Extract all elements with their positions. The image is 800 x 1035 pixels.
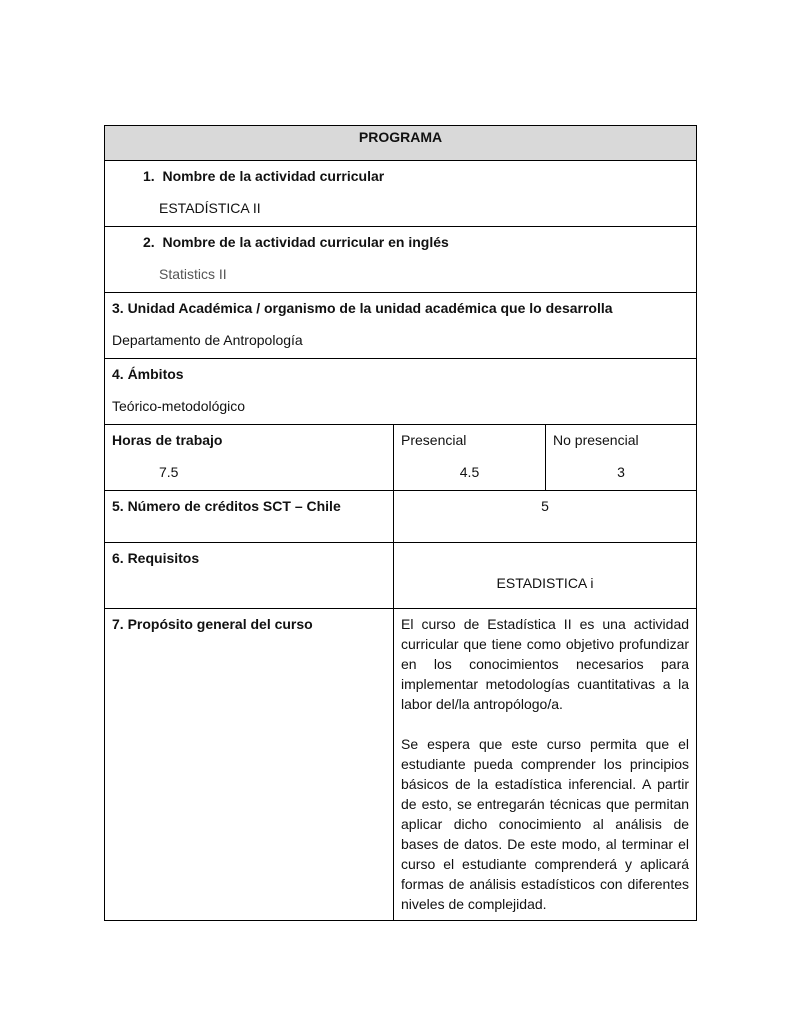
item6-title: 6. Requisitos [112, 550, 200, 566]
item2-title-text: Nombre de la actividad curricular en inglés [162, 234, 449, 250]
presencial-cell [394, 425, 546, 491]
hours-label: Horas de trabajo [112, 432, 223, 448]
item1-title-text: Nombre de la actividad curricular [162, 168, 385, 184]
program-header: PROGRAMA [105, 126, 697, 161]
item1-title [112, 166, 689, 186]
item3-title: 3. Unidad Académica / organismo de la unidad académica que lo desarrolla [112, 300, 613, 316]
item3-value: Departamento de Antropología [112, 332, 303, 348]
hours-total: 7.5 [159, 464, 179, 480]
item7-text-cell [394, 609, 697, 921]
program-table [104, 125, 697, 921]
item6-cell [105, 543, 394, 609]
item7-title: 7. Propósito general del curso [112, 616, 313, 632]
presencial-label: Presencial [401, 432, 467, 448]
item5-value-cell [394, 491, 697, 543]
item5-value: 5 [541, 498, 549, 514]
item4-cell [105, 359, 697, 425]
item5-cell [105, 491, 394, 543]
item2-number: 2. [143, 234, 155, 250]
item2-title [112, 232, 689, 252]
item4-title: 4. Ámbitos [112, 366, 184, 382]
item1-cell [105, 161, 697, 227]
no-presencial-value: 3 [617, 464, 625, 480]
item6-value: ESTADISTICA i [496, 575, 594, 591]
item2-value: Statistics II [159, 266, 227, 282]
item2-cell [105, 227, 697, 293]
item5-title: 5. Número de créditos SCT – Chile [112, 498, 341, 514]
item7-cell [105, 609, 394, 921]
item1-number: 1. [143, 168, 155, 184]
item7-paragraph2: Se espera que este curso permita que el estudiante pueda comprender los principios básicos de la estadística inferencial. A partir de esto, se entregarán técnicas que permitan aplicar dicho conocimiento al análisis de bases de datos. De este modo, al terminar el curso el estudiante comprenderá y aplicará formas de análisis estadísticos con diferentes niveles de complejidad. [401, 736, 690, 912]
item1-value: ESTADÍSTICA II [159, 200, 261, 216]
no-presencial-cell [546, 425, 697, 491]
hours-cell [105, 425, 394, 491]
item3-cell [105, 293, 697, 359]
item4-value: Teórico-metodológico [112, 398, 246, 414]
item6-value-cell [394, 543, 697, 609]
presencial-value: 4.5 [459, 464, 480, 480]
item7-paragraph1: El curso de Estadística II es una actividad curricular que tiene como objetivo profundizar en los conocimientos necesarios para implementar metodologías cuantitativas a la labor del/la antropólogo/a. [401, 616, 690, 712]
no-presencial-label: No presencial [553, 432, 639, 448]
